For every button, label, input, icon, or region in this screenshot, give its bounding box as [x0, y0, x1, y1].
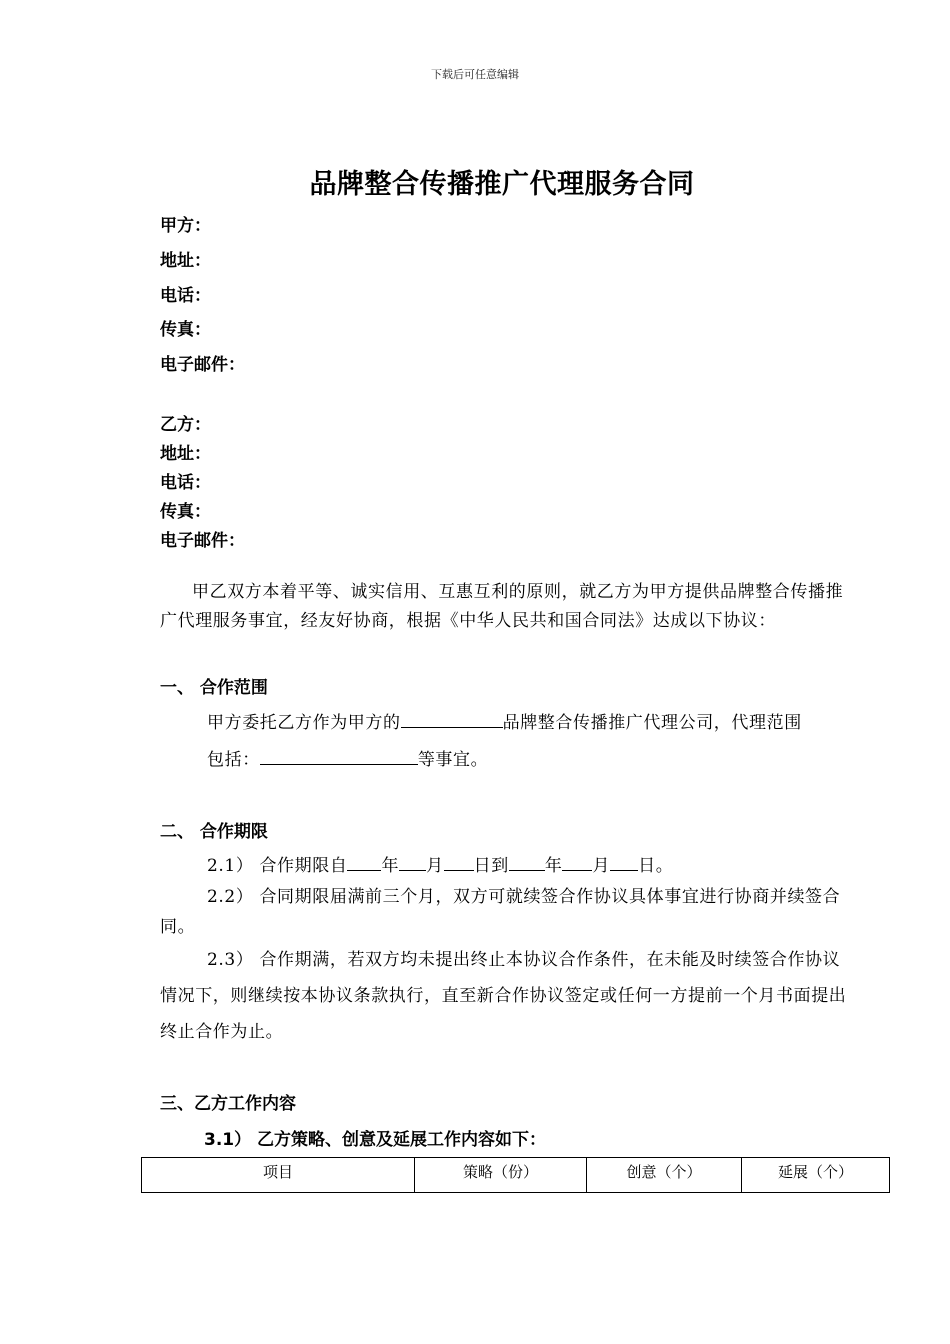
table-header-row	[142, 1158, 890, 1193]
clause-text: 日。	[638, 856, 674, 876]
clause-text: 月	[426, 856, 444, 876]
end-year-blank[interactable]	[509, 853, 545, 871]
section-1-line-1	[207, 708, 802, 733]
party-a-name-label: 甲方：	[160, 216, 211, 236]
document-title: 品牌整合传播推广代理服务合同	[309, 169, 695, 200]
party-b-fax-label: 传真：	[160, 502, 211, 522]
party-b-email-label: 电子邮件：	[160, 531, 245, 551]
clause-text: 2.1） 合作期限自	[207, 856, 348, 876]
clause-2-2: 2.2） 合同期限届满前三个月，双方可就续签合作协议具体事宜进行协商并续签合同。	[160, 887, 841, 937]
party-a-fax-label: 传真：	[160, 320, 211, 340]
clause-2-3: 2.3） 合作期满，若双方均未提出终止本协议合作条件，在未能及时续签合作协议情况下，则继续按本协议条款执行，直至新合作协议签定或任何一方提前一个月书面提出终止合作为止。	[160, 950, 847, 1042]
section-1-text: 等事宜。	[417, 750, 489, 770]
clause-text: 年	[544, 856, 563, 876]
start-day-blank[interactable]	[444, 853, 474, 871]
col-header-strategy: 策略（份）	[415, 1158, 587, 1193]
clause-text: 月	[592, 856, 611, 876]
section-3-heading: 三、乙方工作内容	[160, 1094, 296, 1114]
clause-text: 日到	[473, 856, 509, 876]
clause-text: 年	[381, 856, 400, 876]
party-a-phone-label: 电话：	[160, 286, 211, 306]
section-2-heading: 二、 合作期限	[160, 822, 268, 842]
section-1-text: 品牌整合传播推广代理公司，代理范围	[502, 713, 802, 733]
party-a-email-label: 电子邮件：	[160, 355, 245, 375]
party-a-address-label: 地址：	[160, 251, 211, 271]
start-year-blank[interactable]	[347, 853, 381, 871]
party-b-phone-label: 电话：	[160, 473, 211, 493]
end-day-blank[interactable]	[610, 853, 638, 871]
header-note: 下载后可任意编辑	[431, 68, 519, 81]
clause-2-1	[207, 851, 673, 876]
col-header-creative: 创意（个）	[587, 1158, 742, 1193]
col-header-item: 项目	[142, 1158, 415, 1193]
section-3-subheading: 3.1） 乙方策略、创意及延展工作内容如下：	[204, 1130, 547, 1150]
section-1-text: 甲方委托乙方作为甲方的	[207, 713, 401, 733]
work-content-table	[141, 1157, 890, 1193]
agency-blank[interactable]	[401, 710, 503, 728]
intro-paragraph: 甲乙双方本着平等、诚实信用、互惠互利的原则，就乙方为甲方提供品牌整合传播推广代理服务事宜，经友好协商，根据《中华人民共和国合同法》达成以下协议：	[160, 582, 844, 631]
scope-blank[interactable]	[260, 747, 418, 765]
party-b-address-label: 地址：	[160, 444, 211, 464]
section-1-line-2	[207, 745, 488, 770]
section-1-heading: 一、 合作范围	[160, 678, 268, 698]
col-header-extension: 延展（个）	[742, 1158, 890, 1193]
party-b-name-label: 乙方：	[160, 415, 211, 435]
end-month-blank[interactable]	[562, 853, 592, 871]
start-month-blank[interactable]	[399, 853, 426, 871]
section-1-text: 包括：	[207, 750, 260, 770]
